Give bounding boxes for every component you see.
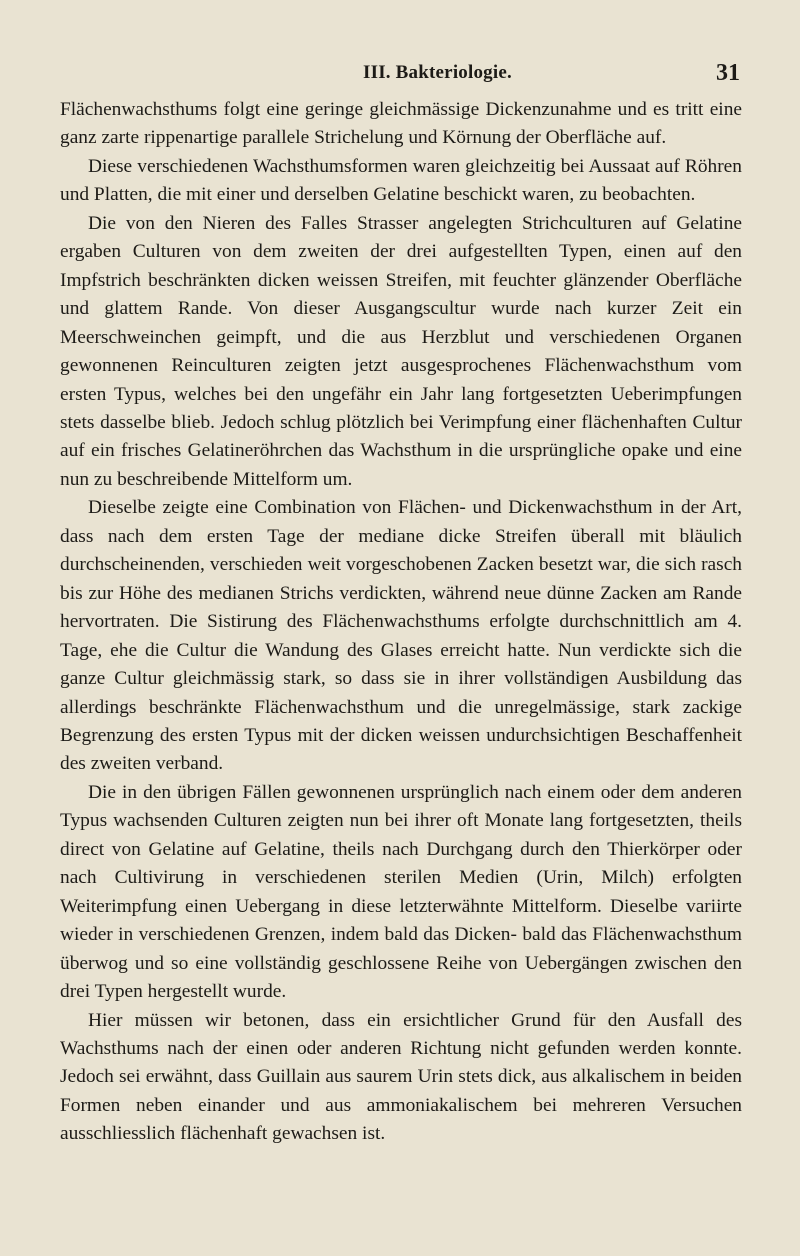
paragraph: Hier müssen wir betonen, dass ein ersichtlicher Grund für den Ausfall des Wachsthums nach der einen oder anderen Richtung nicht gefunden werden konnte. Jedoch sei erwähnt, dass Guillain aus saurem Urin stets dick, aus alkalischem in beiden Formen neben einander und aus ammoniakalischem bei mehreren Versuchen ausschliesslich flächenhaft gewachsen ist. bbox=[60, 1009, 742, 1145]
running-title: III. Bakteriologie. bbox=[363, 62, 512, 83]
paragraph-continued: Flächenwachsthums folgt eine geringe gleichmässige Dickenzunahme und es tritt eine ganz zarte rippenartige parallele Strichelung und Körnung der Oberfläche auf. bbox=[60, 99, 742, 149]
body-text bbox=[60, 96, 742, 1149]
page-number: 31 bbox=[716, 60, 740, 86]
paragraph: Die von den Nieren des Falles Strasser angelegten Strichculturen auf Gelatine ergaben Culturen von dem zweiten der drei aufgestellten Typen, einen auf den Impfstrich beschränkten dicken weissen Streifen, mit feuchter glänzender Oberfläche und glattem Rande. Von dieser Ausgangscultur wurde nach kurzer Zeit ein Meerschweinchen geimpft, und die aus Herzblut und verschiedenen Organen gewonnenen Reinculturen zeigten jetzt ausgesprochenes Flächenwachsthum vom ersten Typus, welches bei den ungefähr ein Jahr lang fortgesetzten Ueberimpfungen stets dasselbe blieb. Jedoch schlug plötzlich bei Verimpfung einer flächenhaften Cultur auf ein frisches Gelatineröhrchen das Wachsthum in die ursprüngliche opake und eine nun zu beschreibende Mittelform um. bbox=[60, 212, 742, 490]
paragraph: Die in den übrigen Fällen gewonnenen ursprünglich nach einem oder dem anderen Typus wachsenden Culturen zeigten nun bei ihrer oft Monate lang fortgesetzten, theils direct von Gelatine auf Gelatine, theils nach Durchgang durch den Thierkörper oder nach Cultivirung in verschiedenen sterilen Medien (Urin, Milch) erfolgten Weiterimpfung einen Uebergang in diese letzterwähnte Mittelform. Dieselbe variirte wieder in verschiedenen Grenzen, indem bald das Dicken- bald das Flächenwachsthum überwog und so eine vollständig geschlossene Reihe von Uebergängen zwischen den drei Typen hergestellt wurde. bbox=[60, 781, 742, 1003]
running-head bbox=[60, 58, 742, 94]
paragraph: Dieselbe zeigte eine Combination von Flächen- und Dickenwachsthum in der Art, dass nach dem ersten Tage der mediane dicke Streifen überall mit bläulich durchscheinenden, verschieden weit vorgeschobenen Zacken besetzt war, die sich rasch bis zur Höhe des medianen Strichs verdickten, während neue dünne Zacken am Rande hervortraten. Die Sistirung des Flächenwachsthums erfolgte durchschnittlich am 4. Tage, ehe die Cultur die Wandung des Glases erreicht hatte. Nun verdickte sich die ganze Cultur gleichmässig stark, so dass sie in ihrer vollständigen Ausbildung das allerdings beschränkte Flächenwachsthum und die unregelmässige, stark zackige Begrenzung des ersten Typus mit der dicken weissen undurchsichtigen Beschaffenheit des zweiten verband. bbox=[60, 497, 742, 775]
paragraph: Diese verschiedenen Wachsthumsformen waren gleichzeitig bei Aussaat auf Röhren und Platten, die mit einer und derselben Gelatine beschickt waren, zu beobachten. bbox=[60, 155, 742, 206]
